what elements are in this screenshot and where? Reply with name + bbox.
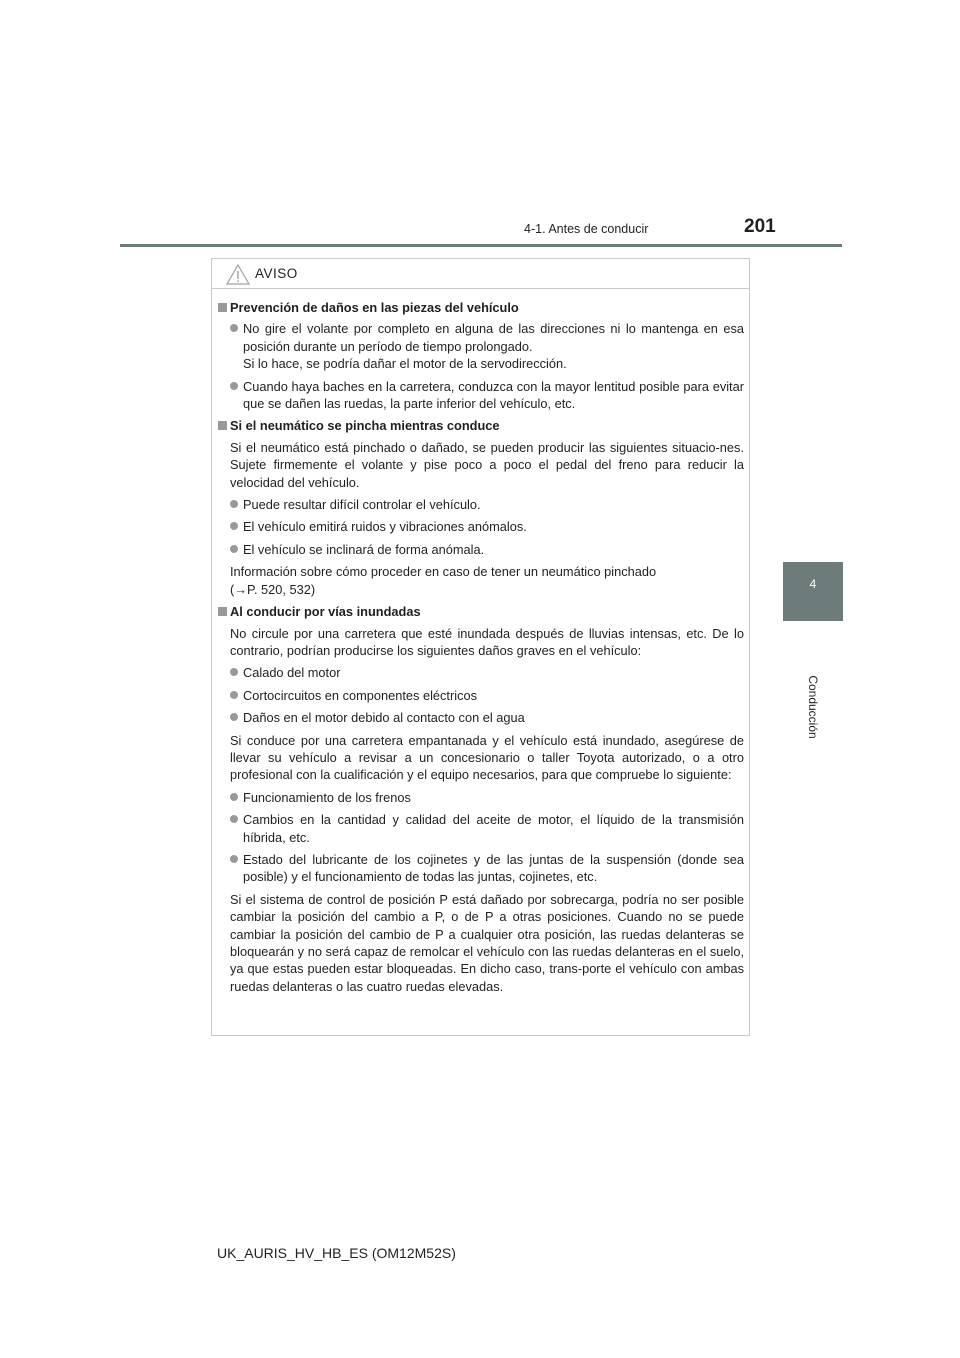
section-heading: Si el neumático se pincha mientras conduce — [218, 417, 744, 434]
section-heading: Al conducir por vías inundadas — [218, 603, 744, 620]
warning-box — [211, 258, 750, 1036]
chapter-tab-label: Conducción — [806, 675, 820, 739]
header-divider — [120, 244, 842, 247]
list-item: Estado del lubricante de los cojinetes y de las juntas de la suspensión (donde sea posible) y el funcionamiento de todas las juntas, cojinetes, etc. — [230, 851, 744, 886]
warning-title: AVISO — [255, 266, 298, 281]
warning-content — [218, 299, 744, 1000]
list-item: Cambios en la cantidad y calidad del aceite de motor, el líquido de la transmisión híbrida, etc. — [230, 811, 744, 846]
paragraph: Si el sistema de control de posición P está dañado por sobrecarga, podría no ser posible cambiar la posición del cambio a P, o de P a otras posiciones. Cuando no se puede cambiar la posición del cambio de P a cualquier otra posición, las ruedas delanteras se bloquearán y no será capaz de remolcar el vehículo con las ruedas delanteras en el suelo, ya que estas pueden estar bloqueadas. En dicho caso, trans-porte el vehículo con ambas ruedas delanteras o las cuatro ruedas elevadas. — [230, 891, 744, 994]
list-item: Cortocircuitos en componentes eléctricos — [230, 687, 744, 704]
warning-triangle-icon — [226, 264, 250, 285]
list-item: El vehículo se inclinará de forma anómala. — [230, 541, 744, 558]
paragraph-line: Información sobre cómo proceder en caso de tener un neumático pinchado — [230, 564, 657, 580]
list-item-text: No gire el volante por completo en alguna de las direcciones ni lo mantenga en esa posición durante un período de tiempo prolongado. — [243, 321, 744, 354]
page-reference-link[interactable]: (→P. 520, 532) — [230, 581, 316, 597]
list-item: El vehículo emitirá ruidos y vibraciones anómalos. — [230, 518, 744, 535]
chapter-tab[interactable] — [783, 562, 843, 621]
list-item: Cuando haya baches en la carretera, conduzca con la mayor lentitud posible para evitar que se dañen las ruedas, la parte inferior del vehículo, etc. — [230, 378, 744, 413]
warning-header — [212, 259, 749, 289]
list-item: Daños en el motor debido al contacto con el agua — [230, 709, 744, 726]
section-heading: Prevención de daños en las piezas del vehículo — [218, 299, 744, 316]
paragraph: No circule por una carretera que esté inundada después de lluvias intensas, etc. De lo contrario, podrían producirse los siguientes daños graves en el vehículo: — [230, 625, 744, 658]
model-code-footer: UK_AURIS_HV_HB_ES (OM12M52S) — [217, 1245, 456, 1261]
chapter-section-title: 4-1. Antes de conducir — [524, 222, 649, 236]
list-item: Puede resultar difícil controlar el vehículo. — [230, 496, 744, 513]
page-number: 201 — [744, 216, 776, 237]
list-item: Funcionamiento de los frenos — [230, 789, 744, 806]
paragraph — [230, 563, 744, 598]
list-item: Calado del motor — [230, 664, 744, 681]
chapter-tab-number: 4 — [809, 577, 817, 591]
paragraph: Si conduce por una carretera empantanada y el vehículo está inundado, asegúrese de llevar su vehículo a revisar a un concesionario o taller Toyota autorizado, o a otro profesional con la cualificación y el equipo necesarios, para que compruebe lo siguiente: — [230, 732, 744, 783]
list-item — [230, 320, 744, 372]
list-item-text-extra: Si lo hace, se podría dañar el motor de la servodirección. — [243, 356, 567, 372]
paragraph: Si el neumático está pinchado o dañado, se pueden producir las siguientes situacio-nes. Sujete firmemente el volante y pise poco a poco el pedal del freno para reducir la velocidad del vehículo. — [230, 439, 744, 490]
